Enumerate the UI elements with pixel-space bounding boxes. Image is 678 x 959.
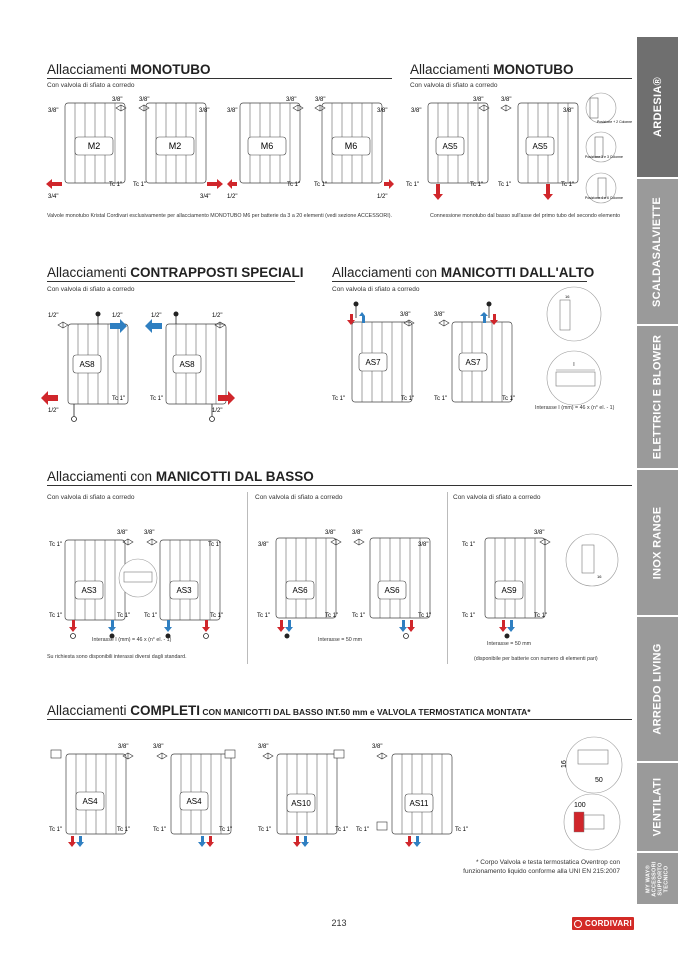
caption: Con valvola di sfiato a corredo bbox=[410, 82, 498, 89]
svg-text:Tc 1": Tc 1" bbox=[502, 396, 516, 402]
svg-text:3/4": 3/4" bbox=[48, 194, 59, 200]
svg-text:Tc 1": Tc 1" bbox=[49, 542, 63, 548]
svg-text:Tc 1": Tc 1" bbox=[335, 827, 349, 833]
svg-text:16: 16 bbox=[597, 574, 602, 579]
svg-text:1/2": 1/2" bbox=[212, 408, 223, 414]
svg-text:1/2": 1/2" bbox=[377, 194, 388, 200]
svg-text:AS11: AS11 bbox=[409, 799, 429, 808]
svg-text:3/8": 3/8" bbox=[227, 108, 238, 114]
diagram-as10 bbox=[258, 744, 348, 847]
code-label: M2 bbox=[87, 141, 101, 151]
diagram-m2-a bbox=[46, 97, 126, 200]
svg-text:Tc 1": Tc 1" bbox=[144, 613, 158, 619]
svg-text:Tc 1": Tc 1" bbox=[117, 827, 131, 833]
svg-text:3/8": 3/8" bbox=[112, 97, 123, 103]
svg-text:1/2": 1/2" bbox=[48, 408, 59, 414]
caption: Con valvola di sfiato a corredo bbox=[47, 82, 135, 89]
caption: Con valvola di sfiato a corredo bbox=[47, 286, 135, 293]
caption: Con valvola di sfiato a corredo bbox=[47, 494, 135, 501]
diagram-m6-a bbox=[227, 97, 303, 200]
svg-text:3/8": 3/8" bbox=[315, 97, 326, 103]
svg-text:Posizione 4 e 6 Colonne: Posizione 4 e 6 Colonne bbox=[585, 196, 623, 200]
svg-text:AS3: AS3 bbox=[176, 586, 192, 595]
svg-text:3/8": 3/8" bbox=[258, 744, 269, 750]
svg-text:3/4": 3/4" bbox=[200, 194, 211, 200]
diagram-m2-b bbox=[133, 97, 223, 200]
svg-text:3/8": 3/8" bbox=[418, 542, 429, 548]
svg-text:Tc 1": Tc 1" bbox=[356, 827, 370, 833]
svg-text:Tc 1": Tc 1" bbox=[219, 827, 233, 833]
svg-text:AS4: AS4 bbox=[82, 797, 98, 806]
svg-text:16: 16 bbox=[565, 294, 570, 299]
svg-text:3/8": 3/8" bbox=[434, 312, 445, 318]
svg-text:Tc 1": Tc 1" bbox=[257, 613, 271, 619]
column-separator bbox=[447, 492, 448, 664]
diagram-as7-b bbox=[434, 302, 515, 403]
svg-text:Tc 1": Tc 1" bbox=[455, 827, 469, 833]
note-monotubo-2: Connessione monotubo dal basso sull'asse del primo tubo del secondo elemento bbox=[430, 213, 621, 219]
svg-text:1/2": 1/2" bbox=[151, 313, 162, 319]
svg-text:AS6: AS6 bbox=[292, 586, 308, 595]
tab-ardesia[interactable]: ARDESIA® bbox=[637, 37, 678, 179]
svg-text:1/2": 1/2" bbox=[48, 313, 59, 319]
svg-text:Tc 1": Tc 1" bbox=[210, 613, 224, 619]
svg-text:3/8": 3/8" bbox=[411, 108, 422, 114]
svg-text:3/8": 3/8" bbox=[501, 97, 512, 103]
svg-text:3/8": 3/8" bbox=[117, 530, 128, 536]
svg-text:3/8": 3/8" bbox=[144, 530, 155, 536]
diagram-as8-a bbox=[41, 312, 128, 422]
svg-text:Tc 1": Tc 1" bbox=[314, 182, 328, 188]
detail-as7-circles bbox=[547, 287, 601, 405]
tab-myway-accessori[interactable]: MY WAY® ACCESSORI SUPPORTO TECNICO bbox=[637, 853, 678, 906]
svg-text:Tc 1": Tc 1" bbox=[401, 396, 415, 402]
svg-text:AS8: AS8 bbox=[179, 360, 195, 369]
logo-mark-icon bbox=[574, 920, 582, 928]
svg-text:AS6: AS6 bbox=[384, 586, 400, 595]
svg-text:Tc 1": Tc 1" bbox=[352, 613, 366, 619]
svg-text:Tc 1": Tc 1" bbox=[117, 613, 131, 619]
svg-text:Tc 1": Tc 1" bbox=[534, 613, 548, 619]
diagram-as6-b bbox=[352, 530, 431, 639]
diagram-as8-b bbox=[145, 312, 235, 422]
divider bbox=[47, 485, 632, 486]
svg-text:3/8": 3/8" bbox=[534, 530, 545, 536]
divider bbox=[332, 281, 587, 282]
svg-text:Tc 1": Tc 1" bbox=[561, 182, 575, 188]
diagram-as4-a bbox=[49, 744, 133, 847]
diagram-as5-b bbox=[498, 97, 578, 200]
svg-text:AS7: AS7 bbox=[465, 358, 481, 367]
svg-text:3/8": 3/8" bbox=[153, 744, 164, 750]
svg-text:3/8": 3/8" bbox=[258, 542, 269, 548]
svg-text:3/8": 3/8" bbox=[48, 108, 59, 114]
caption: Con valvola di sfiato a corredo bbox=[453, 494, 541, 501]
divider bbox=[47, 719, 632, 720]
svg-text:Tc 1": Tc 1" bbox=[498, 182, 512, 188]
section-title-monotubo-2: Allacciamenti MONOTUBO bbox=[410, 62, 574, 77]
caption: Con valvola di sfiato a corredo bbox=[332, 286, 420, 293]
svg-text:3/8": 3/8" bbox=[325, 530, 336, 536]
section-title-monotubo-1: Allacciamenti MONOTUBO bbox=[47, 62, 211, 77]
diagram-as9 bbox=[462, 530, 550, 639]
svg-text:Tc 1": Tc 1" bbox=[434, 396, 448, 402]
column-separator bbox=[247, 492, 248, 664]
svg-text:50: 50 bbox=[595, 777, 603, 784]
footnote-oventrop: * Corpo Valvola e testa termostatica Oventrop con funzionamento liquido conforme alla UNI EN 215:2007 bbox=[463, 859, 620, 875]
svg-text:Tc 1": Tc 1" bbox=[153, 827, 167, 833]
diagram-as5-a bbox=[406, 97, 489, 200]
divider bbox=[47, 281, 295, 282]
svg-text:I: I bbox=[573, 362, 575, 368]
note-interasse-50: Interasse = 50 mm bbox=[318, 637, 363, 643]
svg-text:Tc 1": Tc 1" bbox=[418, 613, 432, 619]
svg-text:3/8": 3/8" bbox=[199, 108, 210, 114]
svg-text:3/8": 3/8" bbox=[563, 108, 574, 114]
note-interassi-richiesta: Su richiesta sono disponibili interassi diversi dagli standard. bbox=[47, 654, 187, 660]
note-interasse: Interasse I (mm) = 46 x (n° el. - 1) bbox=[92, 637, 172, 643]
note-monotubo-1: Valvole monotubo Kristal Cordivari esclusivamente per allacciamento MONOTUBO M6 per batterie da 3 a 20 elementi (vedi sezione ACCESSORI). bbox=[47, 213, 392, 219]
detail-as9-circle bbox=[566, 534, 618, 586]
svg-text:AS5: AS5 bbox=[442, 142, 458, 151]
tab-elettrici-blower[interactable]: ELETTRICI E BLOWER bbox=[637, 326, 678, 470]
tab-arredo-living[interactable]: ARREDO LIVING bbox=[637, 617, 678, 763]
diagram-as6-a bbox=[257, 530, 341, 639]
svg-text:Tc 1": Tc 1" bbox=[112, 396, 126, 402]
diagram-m6-b bbox=[314, 97, 394, 200]
section-title-manicotti-basso: Allacciamenti con MANICOTTI DAL BASSO bbox=[47, 469, 314, 484]
svg-text:Tc 1": Tc 1" bbox=[332, 396, 346, 402]
svg-text:1/2": 1/2" bbox=[212, 313, 223, 319]
svg-text:100: 100 bbox=[574, 802, 586, 809]
svg-text:Tc 1": Tc 1" bbox=[258, 827, 272, 833]
svg-text:1/2": 1/2" bbox=[227, 194, 238, 200]
svg-text:3/8": 3/8" bbox=[377, 108, 388, 114]
svg-text:M6: M6 bbox=[260, 141, 274, 151]
svg-text:3/8": 3/8" bbox=[473, 97, 484, 103]
cordivari-logo: CORDIVARI bbox=[572, 917, 634, 930]
note-batterie-pari: (disponibile per batterie con numero di elementi pari) bbox=[474, 656, 598, 662]
diagram-as4-b bbox=[153, 744, 235, 847]
detail-completi-circles bbox=[561, 737, 622, 850]
svg-text:3/8": 3/8" bbox=[286, 97, 297, 103]
svg-text:Posizione 3 e 3 Colonne: Posizione 3 e 3 Colonne bbox=[585, 155, 623, 159]
svg-text:M2: M2 bbox=[168, 141, 182, 151]
svg-text:3/8": 3/8" bbox=[400, 312, 411, 318]
svg-text:AS4: AS4 bbox=[186, 797, 202, 806]
svg-text:3/8": 3/8" bbox=[118, 744, 129, 750]
svg-text:Posizione + 2 Colonne: Posizione + 2 Colonne bbox=[597, 120, 633, 124]
svg-text:Tc 1": Tc 1" bbox=[287, 182, 301, 188]
note-interasse: Interasse I (mm) = 46 x (n° el. - 1) bbox=[535, 405, 615, 411]
svg-text:Tc 1": Tc 1" bbox=[470, 182, 484, 188]
section-title-contrapposti: Allacciamenti CONTRAPPOSTI SPECIALI bbox=[47, 265, 304, 280]
svg-text:Tc 1": Tc 1" bbox=[462, 542, 476, 548]
svg-text:AS9: AS9 bbox=[501, 586, 517, 595]
svg-text:3/8": 3/8" bbox=[352, 530, 363, 536]
section-title-completi: Allacciamenti COMPLETI CON MANICOTTI DAL BASSO INT.50 mm e VALVOLA TERMOSTATICA MONTATA* bbox=[47, 703, 531, 718]
svg-text:AS5: AS5 bbox=[532, 142, 548, 151]
note-interasse-50: Interasse = 50 mm bbox=[487, 641, 532, 647]
caption: Con valvola di sfiato a corredo bbox=[255, 494, 343, 501]
svg-text:AS8: AS8 bbox=[79, 360, 95, 369]
svg-text:Tc 1": Tc 1" bbox=[150, 396, 164, 402]
tab-scaldasalviette[interactable]: SCALDASALVIETTE bbox=[637, 179, 678, 326]
svg-text:M6: M6 bbox=[344, 141, 358, 151]
diagram-as7-a bbox=[332, 302, 414, 403]
svg-text:AS7: AS7 bbox=[365, 358, 381, 367]
position-details bbox=[585, 93, 632, 203]
svg-text:AS10: AS10 bbox=[291, 799, 311, 808]
diagram-as11 bbox=[356, 744, 468, 847]
tab-ventilati[interactable]: VENTILATI bbox=[637, 763, 678, 853]
page-number: 213 bbox=[331, 918, 347, 928]
svg-text:Tc 1": Tc 1" bbox=[109, 182, 123, 188]
section-title-manicotti-alto: Allacciamenti con MANICOTTI DALL'ALTO bbox=[332, 265, 595, 280]
svg-text:Tc 1": Tc 1" bbox=[406, 182, 420, 188]
svg-text:Tc 1": Tc 1" bbox=[49, 613, 63, 619]
svg-text:3/8": 3/8" bbox=[139, 97, 150, 103]
tab-inox-range[interactable]: INOX RANGE bbox=[637, 470, 678, 617]
svg-text:Tc 1": Tc 1" bbox=[325, 613, 339, 619]
svg-text:Tc 1": Tc 1" bbox=[133, 182, 147, 188]
svg-text:3/8": 3/8" bbox=[372, 744, 383, 750]
svg-text:16: 16 bbox=[561, 760, 568, 768]
svg-text:1/2": 1/2" bbox=[112, 313, 123, 319]
detail-as3-circle bbox=[119, 559, 157, 597]
svg-text:AS3: AS3 bbox=[81, 586, 97, 595]
svg-text:Tc 1": Tc 1" bbox=[208, 542, 222, 548]
svg-text:Tc 1": Tc 1" bbox=[49, 827, 63, 833]
svg-text:Tc 1": Tc 1" bbox=[462, 613, 476, 619]
